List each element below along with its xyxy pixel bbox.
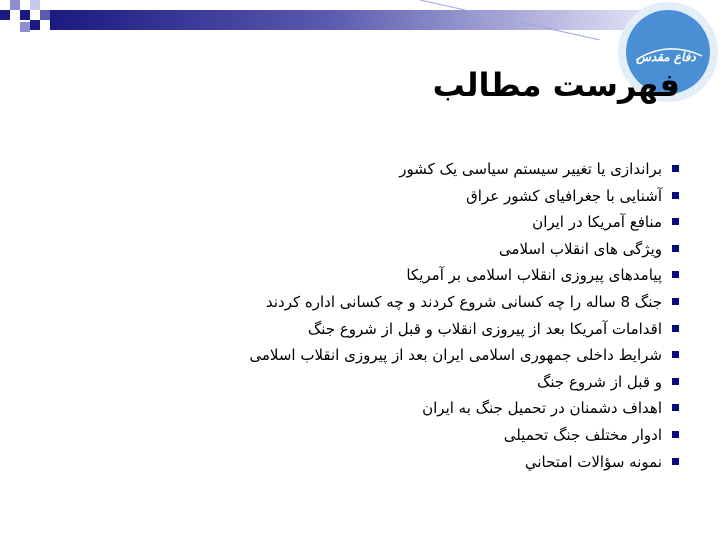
list-item xyxy=(40,316,680,343)
list-item-text: جنگ 8 ساله را چه کسانی شروع کردند و چه کسانی اداره کردند xyxy=(265,292,662,311)
list-item-text: و قبل از شروع جنگ xyxy=(536,372,662,391)
list-item xyxy=(40,422,680,449)
contents-list xyxy=(40,156,680,475)
list-item-text: نمونه سؤالات امتحاني xyxy=(524,452,662,471)
corner-squares-decoration xyxy=(0,0,60,40)
list-item-text: اهداف دشمنان در تحمیل جنگ به ایران xyxy=(422,399,662,418)
list-item xyxy=(40,209,680,236)
list-item-text: آشنایی با جغرافیای کشور عراق xyxy=(466,186,662,205)
list-item xyxy=(40,236,680,263)
square-bullet-icon xyxy=(672,192,679,199)
square-bullet-icon xyxy=(672,458,679,465)
list-item xyxy=(40,289,680,316)
list-item-text: شرایط داخلی جمهوری اسلامی ایران بعد از پیروزی انقلاب اسلامی xyxy=(249,346,662,365)
list-item-text: براندازی یا تغییر سیستم سیاسی یک کشور xyxy=(399,160,662,178)
list-item xyxy=(40,395,680,422)
square-bullet-icon xyxy=(672,218,679,225)
list-item-text: منافع آمریکا در ایران xyxy=(532,213,662,232)
list-item-text: پیامدهای پیروزی انقلاب اسلامی بر آمریکا xyxy=(406,266,662,285)
square-bullet-icon xyxy=(672,404,679,411)
square-bullet-icon xyxy=(672,165,679,172)
list-item xyxy=(40,183,680,210)
list-item xyxy=(40,449,680,476)
list-item xyxy=(40,342,680,369)
square-bullet-icon xyxy=(672,245,679,252)
slide-title: فهرست مطالب xyxy=(432,66,680,104)
square-bullet-icon xyxy=(672,378,679,385)
list-item-text: اقدامات آمریکا بعد از پیروزی انقلاب و قبل از شروع جنگ xyxy=(307,319,662,338)
logo-text: دفاع مقدس xyxy=(636,50,696,64)
square-bullet-icon xyxy=(672,325,679,332)
square-bullet-icon xyxy=(672,298,679,305)
square-bullet-icon xyxy=(672,351,679,358)
list-item xyxy=(40,369,680,396)
list-item xyxy=(40,262,680,289)
list-item xyxy=(40,156,680,183)
square-bullet-icon xyxy=(672,271,679,278)
square-bullet-icon xyxy=(672,431,679,438)
list-item-text: ویژگی های انقلاب اسلامی xyxy=(498,239,662,258)
list-item-text: ادوار مختلف جنگ تحمیلی xyxy=(503,425,662,444)
